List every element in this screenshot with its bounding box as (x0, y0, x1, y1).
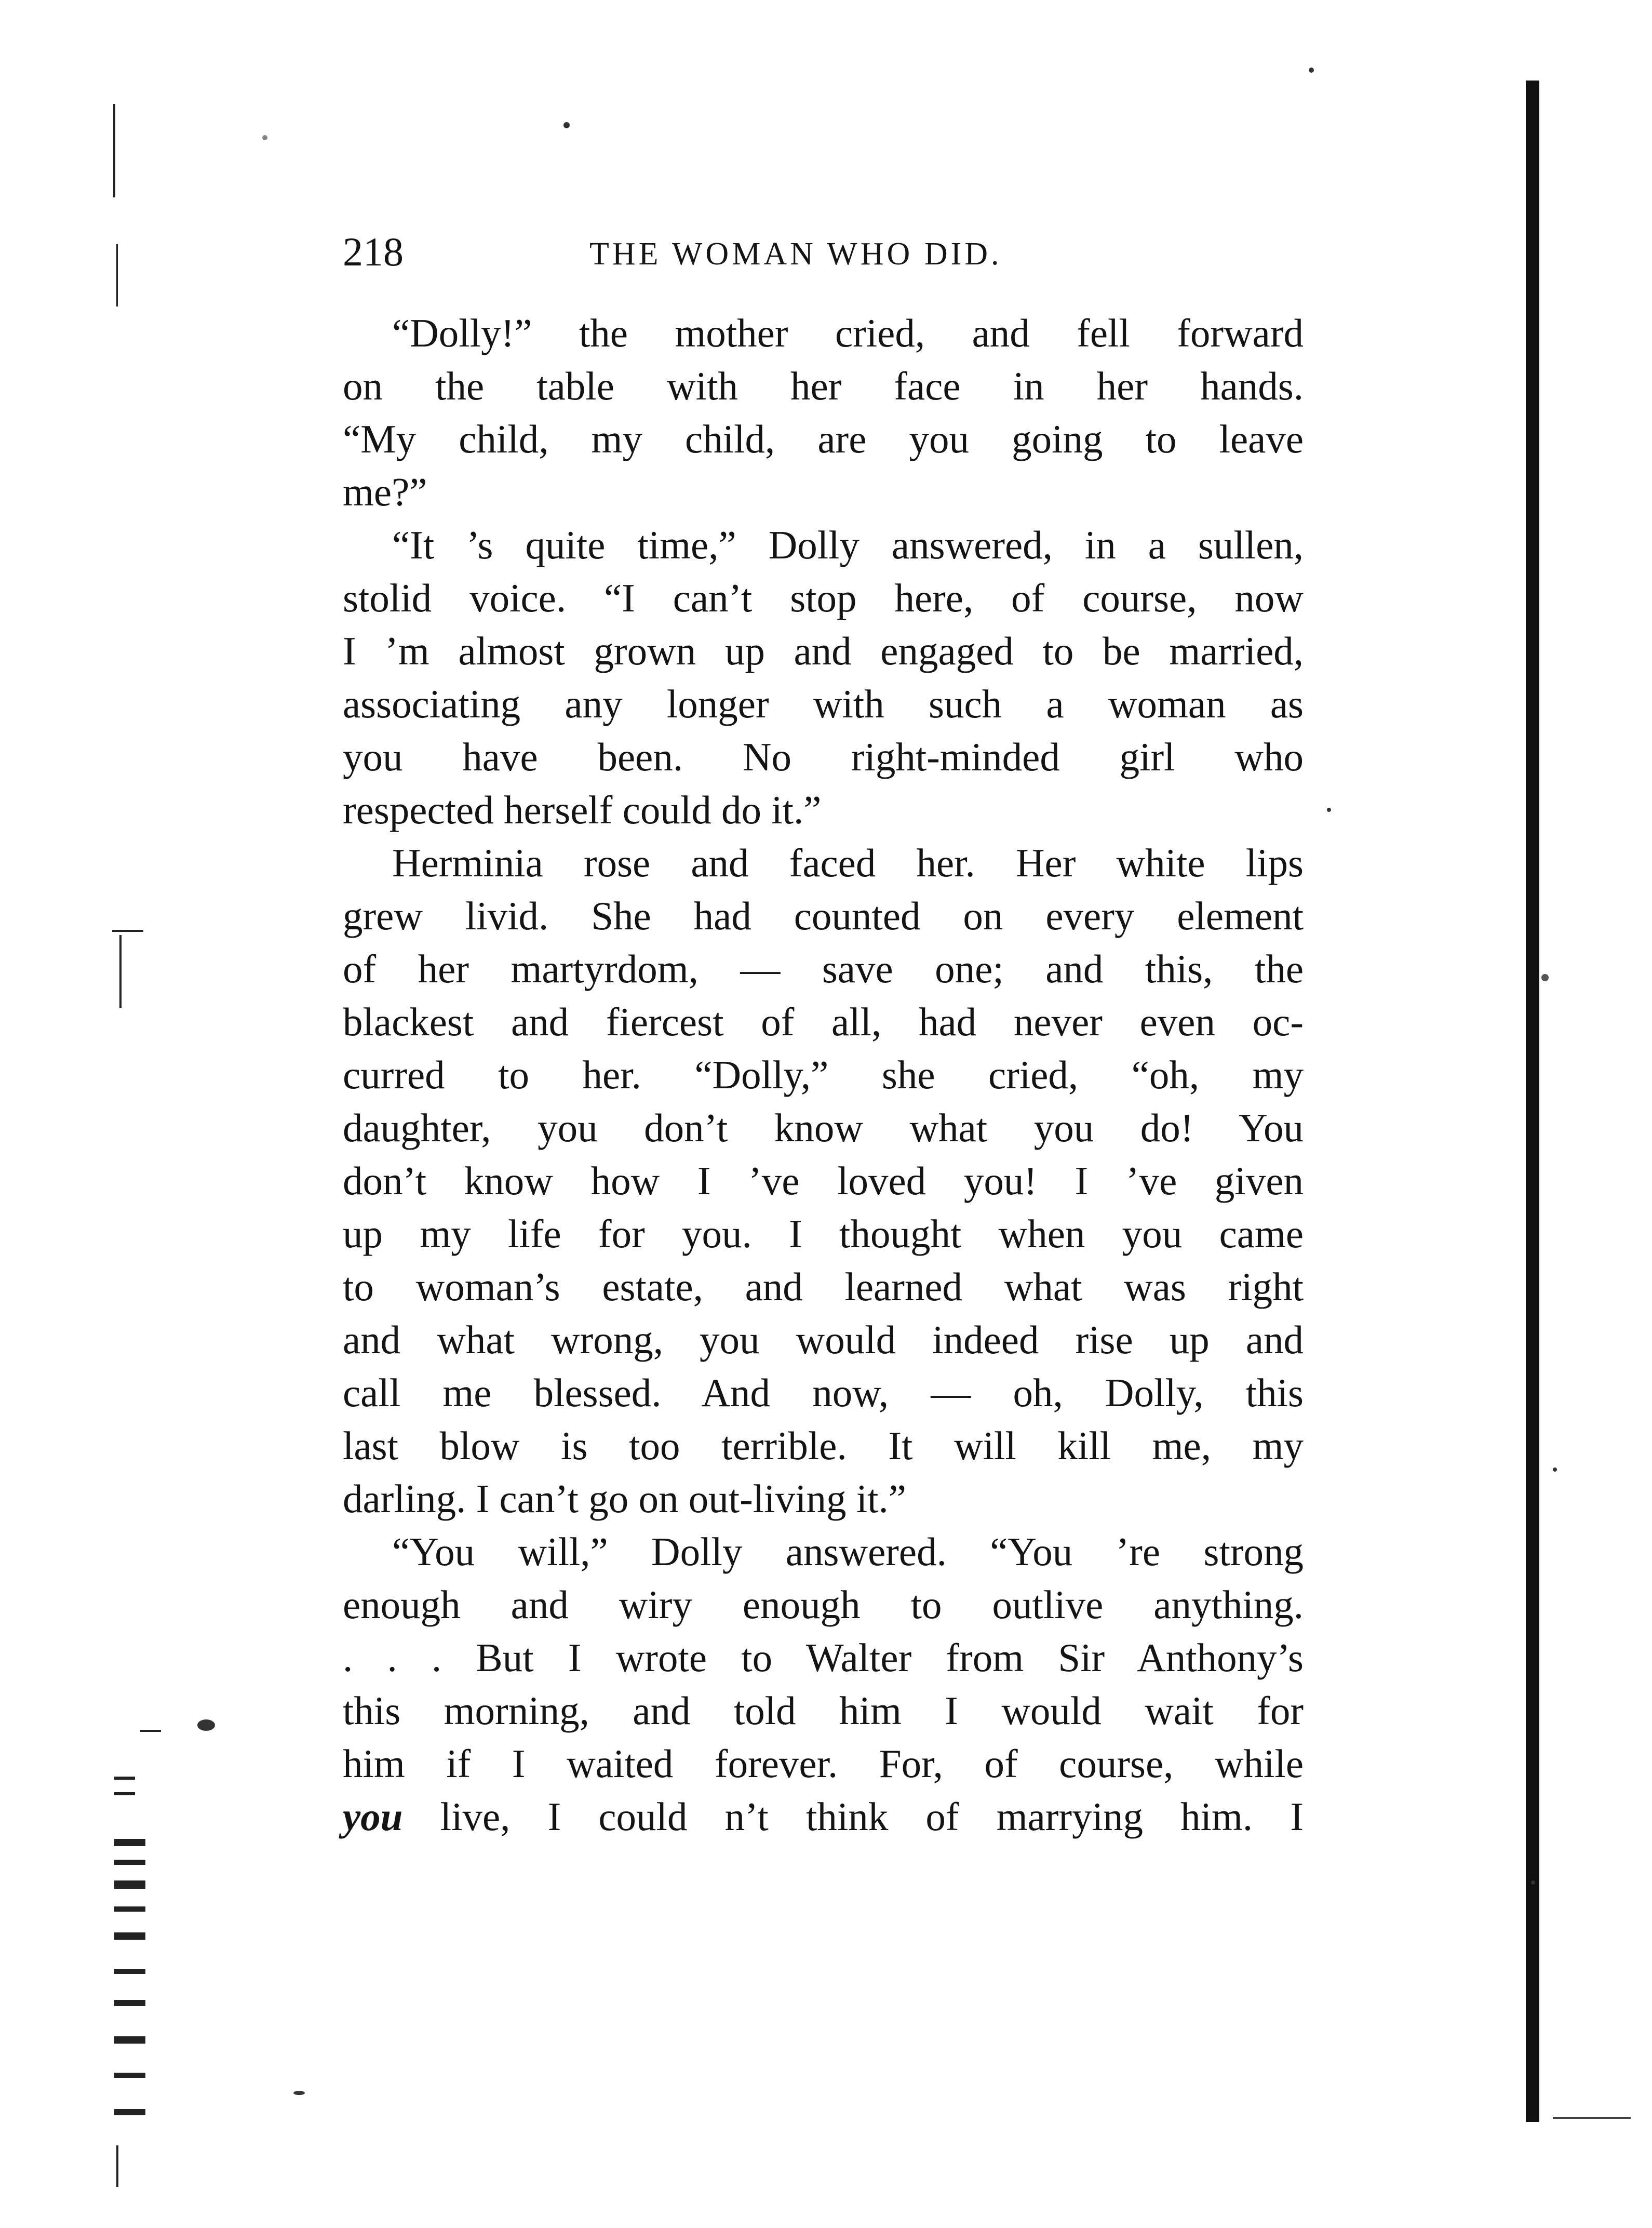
scan-speck (1531, 1880, 1535, 1885)
emphasis-word: you (343, 1794, 403, 1839)
text-line: enough and wiry enough to outlive anything. (343, 1582, 1304, 1627)
body-text (343, 306, 1304, 1843)
text-line: blackest and fiercest of all, had never even oc- (343, 999, 1304, 1044)
page-number: 218 (343, 229, 404, 274)
binding-edge (109, 73, 161, 2151)
text-line: last blow is too terrible. It will kill me, my (343, 1423, 1304, 1468)
text-line: darling. I can’t go on out-living it.” (343, 1476, 906, 1521)
text-line: him if I waited forever. For, of course, while (343, 1741, 1304, 1786)
text-line: up my life for you. I thought when you came (343, 1211, 1304, 1256)
scan-speck (1553, 1467, 1557, 1472)
scan-edge-bar (1526, 81, 1539, 2122)
text-line: “My child, my child, are you going to leave (343, 417, 1304, 461)
text-line: “It ’s quite time,” Dolly answered, in a sullen, (392, 523, 1304, 567)
scan-edge-line (1553, 2117, 1631, 2119)
text-line: and what wrong, you would indeed rise up and (343, 1317, 1304, 1362)
text-line-last (343, 1790, 1304, 1843)
scan-speck (1309, 68, 1314, 73)
text-line: associating any longer with such a woman as (343, 682, 1304, 726)
scan-speck (197, 1719, 215, 1731)
scan-speck (1541, 974, 1549, 981)
running-title: THE WOMAN WHO DID. (589, 236, 1002, 272)
scan-speck (262, 135, 267, 140)
text-line: to woman’s estate, and learned what was right (343, 1264, 1304, 1309)
text-line: of her martyrdom, — save one; and this, the (343, 946, 1304, 991)
text-line: I ’m almost grown up and engaged to be married, (343, 629, 1304, 673)
text-line: on the table with her face in her hands. (343, 364, 1304, 408)
text-line: stolid voice. “I can’t stop here, of course, now (343, 576, 1304, 620)
scan-speck (293, 2091, 305, 2095)
text-line: don’t know how I ’ve loved you! I ’ve given (343, 1158, 1304, 1203)
scan-speck (1327, 808, 1331, 812)
text-line: curred to her. “Dolly,” she cried, “oh, my (343, 1052, 1304, 1097)
page-header (343, 223, 1329, 281)
text-line: this morning, and told him I would wait for (343, 1688, 1304, 1733)
text-line: grew livid. She had counted on every element (343, 893, 1304, 938)
text-line: me?” (343, 470, 427, 514)
text-line: daughter, you don’t know what you do! You (343, 1105, 1304, 1150)
text-line: “You will,” Dolly answered. “You ’re strong (392, 1529, 1304, 1574)
text-line: you have been. No right-minded girl who (343, 735, 1304, 779)
text-line: respected herself could do it.” (343, 788, 822, 832)
scan-speck (563, 122, 570, 128)
text-line: “Dolly!” the mother cried, and fell forward (392, 311, 1304, 355)
text-line-rest: live, I could n’t think of marrying him. I (402, 1794, 1304, 1839)
text-line: call me blessed. And now, — oh, Dolly, this (343, 1370, 1304, 1415)
text-line: Herminia rose and faced her. Her white lips (392, 840, 1304, 885)
text-line: . . . But I wrote to Walter from Sir Anthony’s (343, 1635, 1304, 1680)
